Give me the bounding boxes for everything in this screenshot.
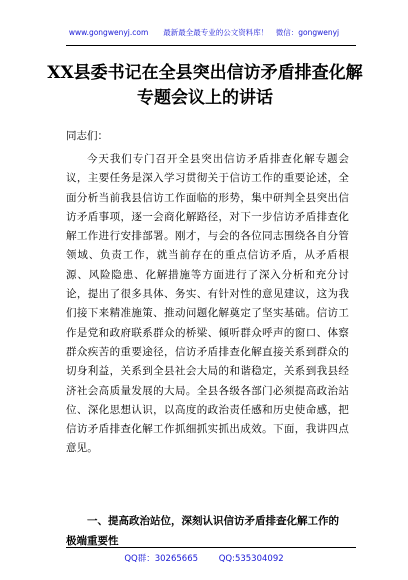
page-header-banner: www.gongwenyj.com 最新最全最专业的公文资料库！ 微信：gongwenyj: [68, 28, 340, 37]
page-footer: [0, 552, 408, 564]
body-paragraph: 今天我们专门召开全县突出信访矛盾排查化解专题会议，主要任务是深入学习贯彻关于信访工作的重要论述，全面分析当前我县信访工作面临的形势，集中研判全县突出信访矛盾事项，逐一会商化解路径，对下一步信访矛盾排查化解工作进行安排部署。刚才，与会的各位同志围绕各自分管领域、负责工作，就当前存在的重点信访矛盾，从矛盾根源、风险隐患、化解措施等方面进行了深入分析和充分讨论，提出了很多具体、务实、有针对性的意见建议，这为我们接下来精准施策、推动问题化解奠定了坚实基础。信访工作是党和政府联系群众的桥梁、倾听群众呼声的窗口、体察群众疾苦的重要途径，信访矛盾排查化解直接关系到群众的切身利益，关系到全县社会大局的和谐稳定，关系到我县经济社会高质量发展的大局。全县各级各部门必须提高政治站位、深化思想认识，以高度的政治责任感和历史使命感，把信访矛盾排查化解工作抓细抓实抓出成效。下面，我讲四点意见。: [66, 153, 349, 455]
section-heading: 一、提高政治站位，深刻认识信访矛盾排查化解工作的极端重要性: [66, 515, 339, 547]
footer-qq-number: QQ:535304092: [218, 554, 284, 564]
greeting: 同志们：: [66, 130, 108, 142]
document-title: XX县委书记在全县突出信访矛盾排查化解专题会议上的讲话: [47, 63, 363, 108]
footer-qq-group: QQ群：30265665: [124, 554, 199, 564]
footer-divider: [66, 547, 356, 548]
header-divider: [66, 45, 356, 46]
